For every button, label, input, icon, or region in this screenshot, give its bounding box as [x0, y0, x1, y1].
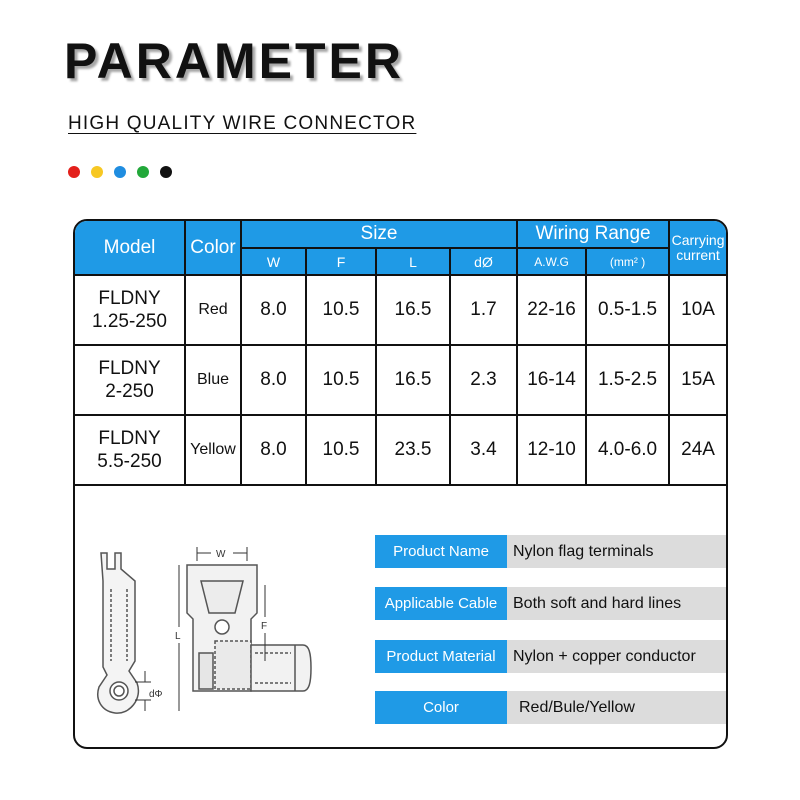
cell-w: 8.0 — [241, 415, 306, 485]
cell-model: FLDNY 2-250 — [75, 345, 185, 415]
cell-f: 10.5 — [306, 275, 376, 345]
cell-l: 23.5 — [376, 415, 450, 485]
info-value: Nylon flag terminals — [507, 535, 726, 568]
info-row-applicable-cable — [375, 587, 727, 620]
info-row-color — [375, 691, 727, 724]
page-title: PARAMETER — [64, 33, 404, 89]
page-subtitle: HIGH QUALITY WIRE CONNECTOR — [68, 113, 417, 134]
header-f: F — [306, 248, 376, 275]
info-label: Product Material — [375, 640, 507, 673]
cell-model: FLDNY 5.5-250 — [75, 415, 185, 485]
table-row — [75, 275, 726, 345]
cell-mm2: 0.5-1.5 — [586, 275, 669, 345]
header-w: W — [241, 248, 306, 275]
header-l: L — [376, 248, 450, 275]
color-dot-red — [68, 166, 80, 178]
info-value: Both soft and hard lines — [507, 587, 726, 620]
info-value: Red/Bule/Yellow — [507, 691, 726, 724]
cell-mm2: 4.0-6.0 — [586, 415, 669, 485]
header-carrying-line2: current — [676, 246, 720, 263]
cell-d: 3.4 — [450, 415, 517, 485]
color-dot-yellow — [91, 166, 103, 178]
color-dot-black — [160, 166, 172, 178]
cell-model: FLDNY 1.25-250 — [75, 275, 185, 345]
header-wiring-range: Wiring Range — [517, 221, 669, 248]
header-size: Size — [241, 221, 517, 248]
header-awg: A.W.G — [517, 248, 586, 275]
cell-current: 10A — [669, 275, 726, 345]
table-row — [75, 415, 726, 485]
header-carrying-current — [669, 221, 726, 275]
header-carrying-line1: Carrying — [671, 231, 725, 248]
cell-l: 16.5 — [376, 345, 450, 415]
cell-awg: 12-10 — [517, 415, 586, 485]
cell-color: Red — [185, 275, 241, 345]
info-value: Nylon + copper conductor — [507, 640, 726, 673]
cell-mm2: 1.5-2.5 — [586, 345, 669, 415]
spec-table — [75, 221, 726, 486]
info-row-product-name — [375, 535, 727, 568]
label-w: W — [216, 549, 226, 560]
cell-awg: 16-14 — [517, 345, 586, 415]
label-f: F — [261, 621, 268, 632]
label-l: L — [175, 631, 181, 642]
color-dots — [68, 166, 172, 178]
cell-current: 24A — [669, 415, 726, 485]
header-color: Color — [185, 221, 241, 275]
terminal-front-view — [187, 565, 311, 691]
cell-f: 10.5 — [306, 345, 376, 415]
cell-w: 8.0 — [241, 275, 306, 345]
cell-color: Yellow — [185, 415, 241, 485]
header-mm2: (mm² ) — [586, 248, 669, 275]
cell-d: 2.3 — [450, 345, 517, 415]
cell-f: 10.5 — [306, 415, 376, 485]
cell-d: 1.7 — [450, 275, 517, 345]
info-label: Color — [375, 691, 507, 724]
cell-w: 8.0 — [241, 345, 306, 415]
cell-color: Blue — [185, 345, 241, 415]
color-dot-green — [137, 166, 149, 178]
table-row — [75, 345, 726, 415]
terminal-side-view — [98, 553, 139, 713]
terminal-diagram — [95, 541, 365, 726]
info-label: Applicable Cable — [375, 587, 507, 620]
cell-l: 16.5 — [376, 275, 450, 345]
header-d: dØ — [450, 248, 517, 275]
spec-card — [73, 219, 728, 749]
info-label: Product Name — [375, 535, 507, 568]
header-model: Model — [75, 221, 185, 275]
label-d: dΦ — [149, 689, 163, 700]
cell-awg: 22-16 — [517, 275, 586, 345]
color-dot-blue — [114, 166, 126, 178]
cell-current: 15A — [669, 345, 726, 415]
info-row-product-material — [375, 640, 727, 673]
